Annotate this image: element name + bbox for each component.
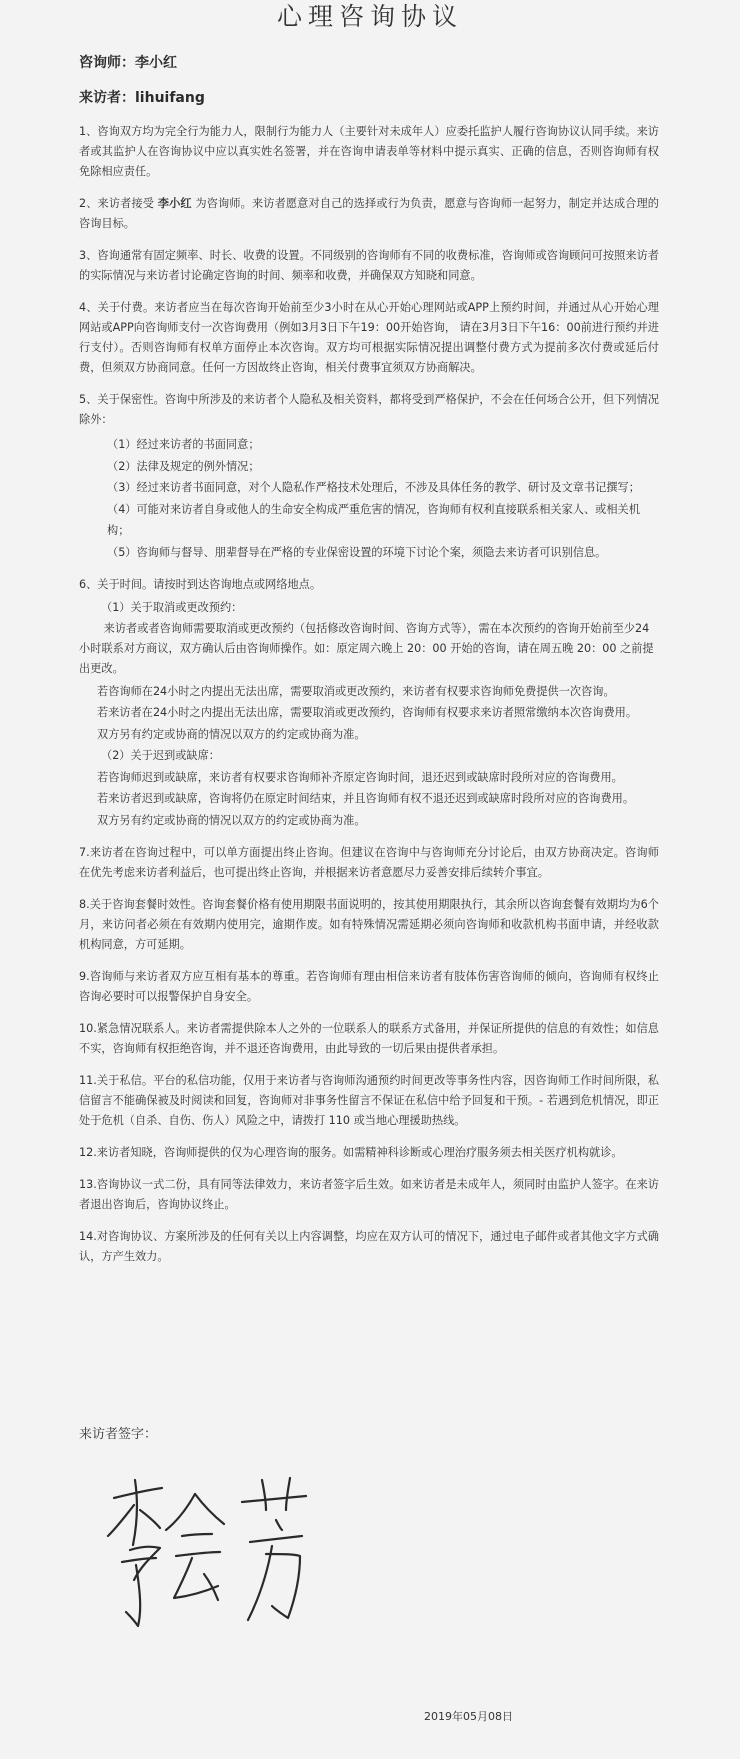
handwritten-signature — [100, 1450, 340, 1630]
visitor-line: 来访者：lihuifang — [79, 90, 205, 106]
clause-7: 7.来访者在咨询过程中，可以单方面提出终止咨询。但建议在咨询中与咨询师充分讨论后，由双方协商决定。咨询师在优先考虑来访者利益后，也可提出终止咨询，并根据来访者意愿尽力妥善安排后续转介事宜。 — [79, 846, 659, 879]
signing-date: 2019年05月08日 — [424, 1710, 513, 1723]
clause-10: 10.紧急情况联系人。来访者需提供除本人之外的一位联系人的联系方式备用，并保证所提供的信息的有效性；如信息不实，咨询师有权拒绝咨询，并不退还咨询费用，由此导致的一切后果由提供者承担。 — [79, 1022, 659, 1055]
clause-6-sub1-heading: （1）关于取消或更改预约： — [101, 601, 243, 614]
clause-9: 9.咨询师与来访者双方应互相有基本的尊重。若咨询师有理由相信来访者有肢体伤害咨询师的倾向，咨询师有权终止咨询必要时可以报警保护自身安全。 — [79, 970, 659, 1003]
agreement-body — [79, 122, 659, 1279]
clause-6-sub1-body: 来访者或者咨询师需要取消或更改预约（包括修改咨询时间、咨询方式等），需在本次预约的咨询开始前至少24小时联系对方商议，双方确认后由咨询师操作。如：原定周六晚上 20：00 开始的咨询，请在周五晚 20：00 之前提出更改。 — [79, 621, 654, 675]
list-item: （5）咨询师与督导、朋辈督导在严格的专业保密设置的环境下讨论个案，须隐去来访者可识别信息。 — [107, 545, 607, 559]
clause-2 — [79, 194, 659, 234]
clause-6-sub1-line: 若来访者在24小时之内提出无法出席，需要取消或更改预约，咨询师有权要求来访者照常缴纳本次咨询费用。 — [97, 706, 638, 719]
clause-2-suffix: 为咨询师。来访者愿意对自己的选择或行为负责，愿意与咨询师一起努力，制定并达成合理的咨询目标。 — [79, 197, 659, 230]
clause-13: 13.咨询协议一式二份，具有同等法律效力，来访者签字后生效。如来访者是未成年人，须同时由监护人签字。在来访者退出咨询后，咨询协议终止。 — [79, 1178, 659, 1211]
clause-6-heading: 6、关于时间。请按时到达咨询地点或网络地点。 — [79, 578, 322, 591]
clause-3: 3、咨询通常有固定频率、时长、收费的设置。不同级别的咨询师有不同的收费标准，咨询师或咨询顾问可按照来访者的实际情况与来访者讨论确定咨询的时间、频率和收费，并确保双方知晓和同意。 — [79, 249, 659, 282]
clause-2-counselor-name: 李小红 — [157, 197, 192, 210]
clause-5-exceptions — [79, 434, 659, 563]
clause-6-sub1-line: 若咨询师在24小时之内提出无法出席，需要取消或更改预约，来访者有权要求咨询师免费提供一次咨询。 — [97, 684, 615, 698]
clause-5: 5、关于保密性。咨询中所涉及的来访者个人隐私及相关资料，都将受到严格保护，不会在任何场合公开，但下列情况除外： — [79, 393, 659, 426]
clause-12: 12.来访者知晓，咨询师提供的仅为心理咨询的服务。如需精神科诊断或心理治疗服务须去相关医疗机构就诊。 — [79, 1146, 623, 1159]
clause-6-sub2-line: 若咨询师迟到或缺席，来访者有权要求咨询师补齐原定咨询时间，退还迟到或缺席时段所对应的咨询费用。 — [97, 770, 623, 784]
clause-6-sub2-line: 若来访者迟到或缺席，咨询将仍在原定时间结束，并且咨询师有权不退还迟到或缺席时段所对应的咨询费用。 — [97, 792, 635, 805]
list-item: （3）经过来访者书面同意，对个人隐私作严格技术处理后，不涉及具体任务的教学、研讨及文章书记撰写； — [107, 481, 640, 494]
list-item: （4）可能对来访者自身或他人的生命安全构成严重危害的情况，咨询师有权利直接联系相关家人、或相关机构； — [107, 502, 640, 537]
list-item: （2）法律及规定的例外情况； — [107, 459, 260, 473]
clause-6-sub1-line: 双方另有约定或协商的情况以双方的约定或协商为准。 — [97, 727, 366, 741]
clause-4: 4、关于付费。来访者应当在每次咨询开始前至少3小时在从心开始心理网站或APP上预约时间，并通过从心开始心理网站或APP向咨询师支付一次咨询费用（例如3月3日下午19：00开始咨询， 请在3月3日下午16：00前进行预约并进行支付）。否则咨询师有权单方面停止本次咨询。双方均可根据实际情况提出调整付费方式为提前多次付费或延后付费，但须双方协商同意。任何一方因故终止咨询，相关付费事宜须双方协商解决。 — [79, 301, 659, 374]
clause-8: 8.关于咨询套餐时效性。咨询套餐价格有使用期限书面说明的，按其使用期限执行，其余所以咨询套餐有效期均为6个月，来访问者必须在有效期内使用完，逾期作废。如有特殊情况需延期必须向咨询师和收款机构书面申请，并经收款机构同意，方可延期。 — [79, 898, 659, 951]
clause-14: 14.对咨询协议、方案所涉及的任何有关以上内容调整，均应在双方认可的情况下，通过电子邮件或者其他文字方式确认，方产生效力。 — [79, 1230, 659, 1263]
list-item: （1）经过来访者的书面同意； — [107, 438, 260, 451]
clause-6-sub2-line: 双方另有约定或协商的情况以双方的约定或协商为准。 — [97, 813, 366, 827]
clause-6-sub2-heading: （2）关于迟到或缺席： — [101, 749, 220, 762]
clause-2-prefix: 2、来访者接受 — [79, 197, 158, 210]
document-title: 心理咨询协议 — [276, 2, 463, 31]
clause-6 — [79, 575, 659, 831]
clause-11: 11.关于私信。平台的私信功能，仅用于来访者与咨询师沟通预约时间更改等事务性内容，因咨询师工作时间所限，私信留言不能确保被及时阅读和回复，咨询师对非事务性留言不保证在私信中给予回复和干预。- 若遇到危机情况，即正处于危机（自杀、自伤、伤人）风险之中，请拨打 110 或当地心理援助热线。 — [79, 1074, 659, 1127]
clause-1: 1、咨询双方均为完全行为能力人，限制行为能力人（主要针对未成年人）应委托监护人履行咨询协议认同手续。来访者或其监护人在咨询协议中应以真实姓名签署，并在咨询申请表单等材料中提示真实、正确的信息，否则咨询师有权免除相应责任。 — [79, 125, 659, 178]
signature-label: 来访者签字： — [79, 1427, 158, 1442]
counselor-line: 咨询师：李小红 — [79, 55, 177, 71]
